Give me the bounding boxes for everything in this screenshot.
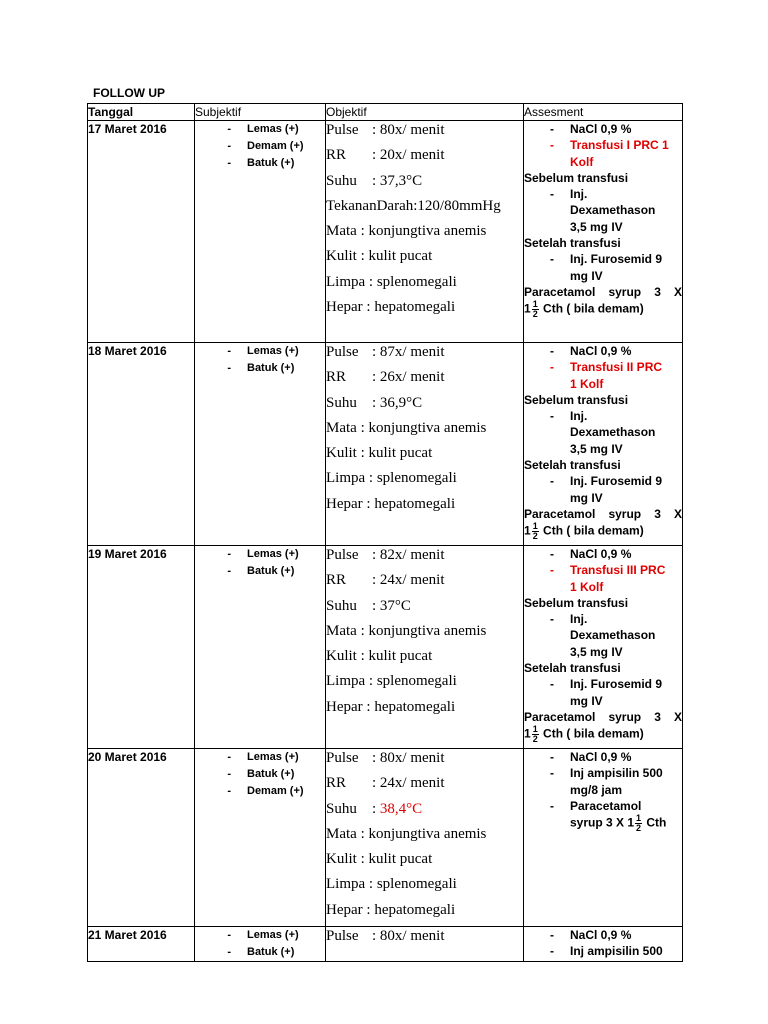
exam-mata: Mata : konjungtiva anemis <box>326 825 487 842</box>
vital-pulse: Pulse : 80x/ menit <box>326 750 445 766</box>
date-cell: 17 Maret 2016 <box>88 121 195 343</box>
subjektif-item: - Lemas (+) <box>227 751 299 763</box>
date-cell: 19 Maret 2016 <box>88 546 195 749</box>
subjektif-cell <box>195 927 326 962</box>
assesment-cell <box>524 546 683 749</box>
date-cell: 20 Maret 2016 <box>88 749 195 927</box>
assesment-item: - Inj. Furosemid 9 mg IV <box>550 677 663 708</box>
assesment-item: - Inj. Furosemid 9 mg IV <box>550 252 663 283</box>
objektif-cell <box>326 121 524 343</box>
assesment-paracetamol-dose: 1 $\frac{1}{2}$ Cth ( bila demam) <box>524 724 644 745</box>
assesment-item: - Inj. Dexamethason 3,5 mg IV <box>550 409 656 456</box>
subjektif-cell <box>195 121 326 343</box>
vital-pulse: Pulse : 82x/ menit <box>326 547 445 563</box>
exam-mata: Mata : konjungtiva anemis <box>326 419 487 436</box>
page-heading: FOLLOW UP <box>93 86 165 100</box>
vital-suhu: Suhu : 36,9°C <box>326 394 423 411</box>
vital-pulse: Pulse : 87x/ menit <box>326 344 445 360</box>
vital-suhu: Suhu : 37,3°C <box>326 172 423 189</box>
suhu-febrile-value: 38,4°C <box>379 800 423 817</box>
subjektif-item: - Lemas (+) <box>227 548 299 560</box>
assesment-paracetamol-dose: 1 $\frac{1}{2}$ Cth ( bila demam) <box>524 521 644 542</box>
assesment-cell <box>524 749 683 927</box>
assesment-item: - Inj ampisilin 500 <box>550 944 663 959</box>
table-row <box>88 546 683 749</box>
subjektif-item: - Batuk (+) <box>227 362 295 374</box>
follow-up-table <box>87 103 683 962</box>
vital-suhu: Suhu : 38,4°C <box>326 800 423 817</box>
exam-kulit: Kulit : kulit pucat <box>326 248 433 265</box>
table-row <box>88 749 683 927</box>
vital-tekanan-darah: TekananDarah:120/80mmHg <box>326 197 501 214</box>
header-subjektif: Subjektif <box>195 104 326 121</box>
assesment-paracetamol: Paracetamol syrup 3 X <box>524 709 682 724</box>
subjektif-item: - Batuk (+) <box>227 768 295 780</box>
table-header-row <box>88 104 683 121</box>
assesment-subheading: Setelah transfusi <box>524 236 621 251</box>
exam-hepar: Hepar : hepatomegali <box>326 901 456 918</box>
assesment-item: - Paracetamol syrup 3 X 1 $\frac{1}{2}$ Cth <box>550 798 667 834</box>
exam-limpa: Limpa : splenomegali <box>326 470 457 487</box>
exam-mata: Mata : konjungtiva anemis <box>326 223 487 240</box>
vital-rr: RR : 20x/ menit <box>326 147 445 164</box>
assesment-item: - NaCl 0,9 % <box>550 928 632 943</box>
vital-pulse: Pulse : 80x/ menit <box>326 122 445 138</box>
subjektif-item: - Batuk (+) <box>227 565 295 577</box>
subjektif-item: - Batuk (+) <box>227 157 295 169</box>
subjektif-cell <box>195 546 326 749</box>
exam-limpa: Limpa : splenomegali <box>326 673 457 690</box>
assesment-paracetamol-dose: 1 $\frac{1}{2}$ Cth ( bila demam) <box>524 299 644 320</box>
date-cell: 18 Maret 2016 <box>88 343 195 546</box>
assesment-paracetamol: Paracetamol syrup 3 X <box>524 506 682 521</box>
exam-hepar: Hepar : hepatomegali <box>326 698 456 715</box>
assesment-subheading: Setelah transfusi <box>524 661 621 676</box>
assesment-cell <box>524 121 683 343</box>
objektif-cell <box>326 927 524 962</box>
assesment-item: - Inj. Dexamethason 3,5 mg IV <box>550 612 656 659</box>
subjektif-item: - Lemas (+) <box>227 929 299 942</box>
table-row <box>88 343 683 546</box>
subjektif-item: - Demam (+) <box>227 785 304 797</box>
exam-kulit: Kulit : kulit pucat <box>326 648 433 665</box>
header-assesment: Assesment <box>524 104 683 121</box>
assesment-subheading: Sebelum transfusi <box>524 170 629 185</box>
assesment-item: - NaCl 0,9 % <box>550 344 632 358</box>
assesment-subheading: Setelah transfusi <box>524 458 621 473</box>
exam-limpa: Limpa : splenomegali <box>326 273 457 290</box>
exam-hepar: Hepar : hepatomegali <box>326 299 456 316</box>
subjektif-cell <box>195 343 326 546</box>
assesment-item: - NaCl 0,9 % <box>550 750 632 764</box>
objektif-cell <box>326 749 524 927</box>
header-objektif: Objektif <box>326 104 524 121</box>
exam-hepar: Hepar : hepatomegali <box>326 495 456 512</box>
assesment-item: - Inj ampisilin 500 mg/8 jam <box>550 766 663 797</box>
exam-mata: Mata : konjungtiva anemis <box>326 622 487 639</box>
table-row <box>88 121 683 343</box>
vital-rr: RR : 26x/ menit <box>326 369 445 386</box>
assesment-cell <box>524 343 683 546</box>
assesment-item-transfusi: - Transfusi II PRC 1 Kolf <box>550 360 663 391</box>
assesment-cell <box>524 927 683 962</box>
header-tanggal: Tanggal <box>88 104 195 121</box>
subjektif-item: - Demam (+) <box>227 140 304 152</box>
subjektif-item: - Batuk (+) <box>227 946 295 959</box>
assesment-item-transfusi: - Transfusi I PRC 1 Kolf <box>550 138 669 169</box>
vital-rr: RR : 24x/ menit <box>326 572 445 589</box>
objektif-cell <box>326 546 524 749</box>
assesment-paracetamol: Paracetamol syrup 3 X <box>524 284 682 299</box>
subjektif-item: - Lemas (+) <box>227 123 299 135</box>
subjektif-item: - Lemas (+) <box>227 345 299 357</box>
vital-suhu: Suhu : 37°C <box>326 597 411 614</box>
exam-limpa: Limpa : splenomegali <box>326 876 457 893</box>
exam-kulit: Kulit : kulit pucat <box>326 851 433 868</box>
assesment-item: - Inj. Dexamethason 3,5 mg IV <box>550 187 656 234</box>
date-cell: 21 Maret 2016 <box>88 927 195 962</box>
assesment-subheading: Sebelum transfusi <box>524 595 629 610</box>
assesment-item: - Inj. Furosemid 9 mg IV <box>550 474 663 505</box>
subjektif-cell <box>195 749 326 927</box>
vital-pulse: Pulse : 80x/ menit <box>326 928 445 945</box>
assesment-item-transfusi: - Transfusi III PRC 1 Kolf <box>550 563 666 594</box>
objektif-cell <box>326 343 524 546</box>
assesment-subheading: Sebelum transfusi <box>524 392 629 407</box>
assesment-item: - NaCl 0,9 % <box>550 547 632 561</box>
exam-kulit: Kulit : kulit pucat <box>326 445 433 462</box>
assesment-item: - NaCl 0,9 % <box>550 122 632 136</box>
table-row <box>88 927 683 962</box>
vital-rr: RR : 24x/ menit <box>326 775 445 792</box>
